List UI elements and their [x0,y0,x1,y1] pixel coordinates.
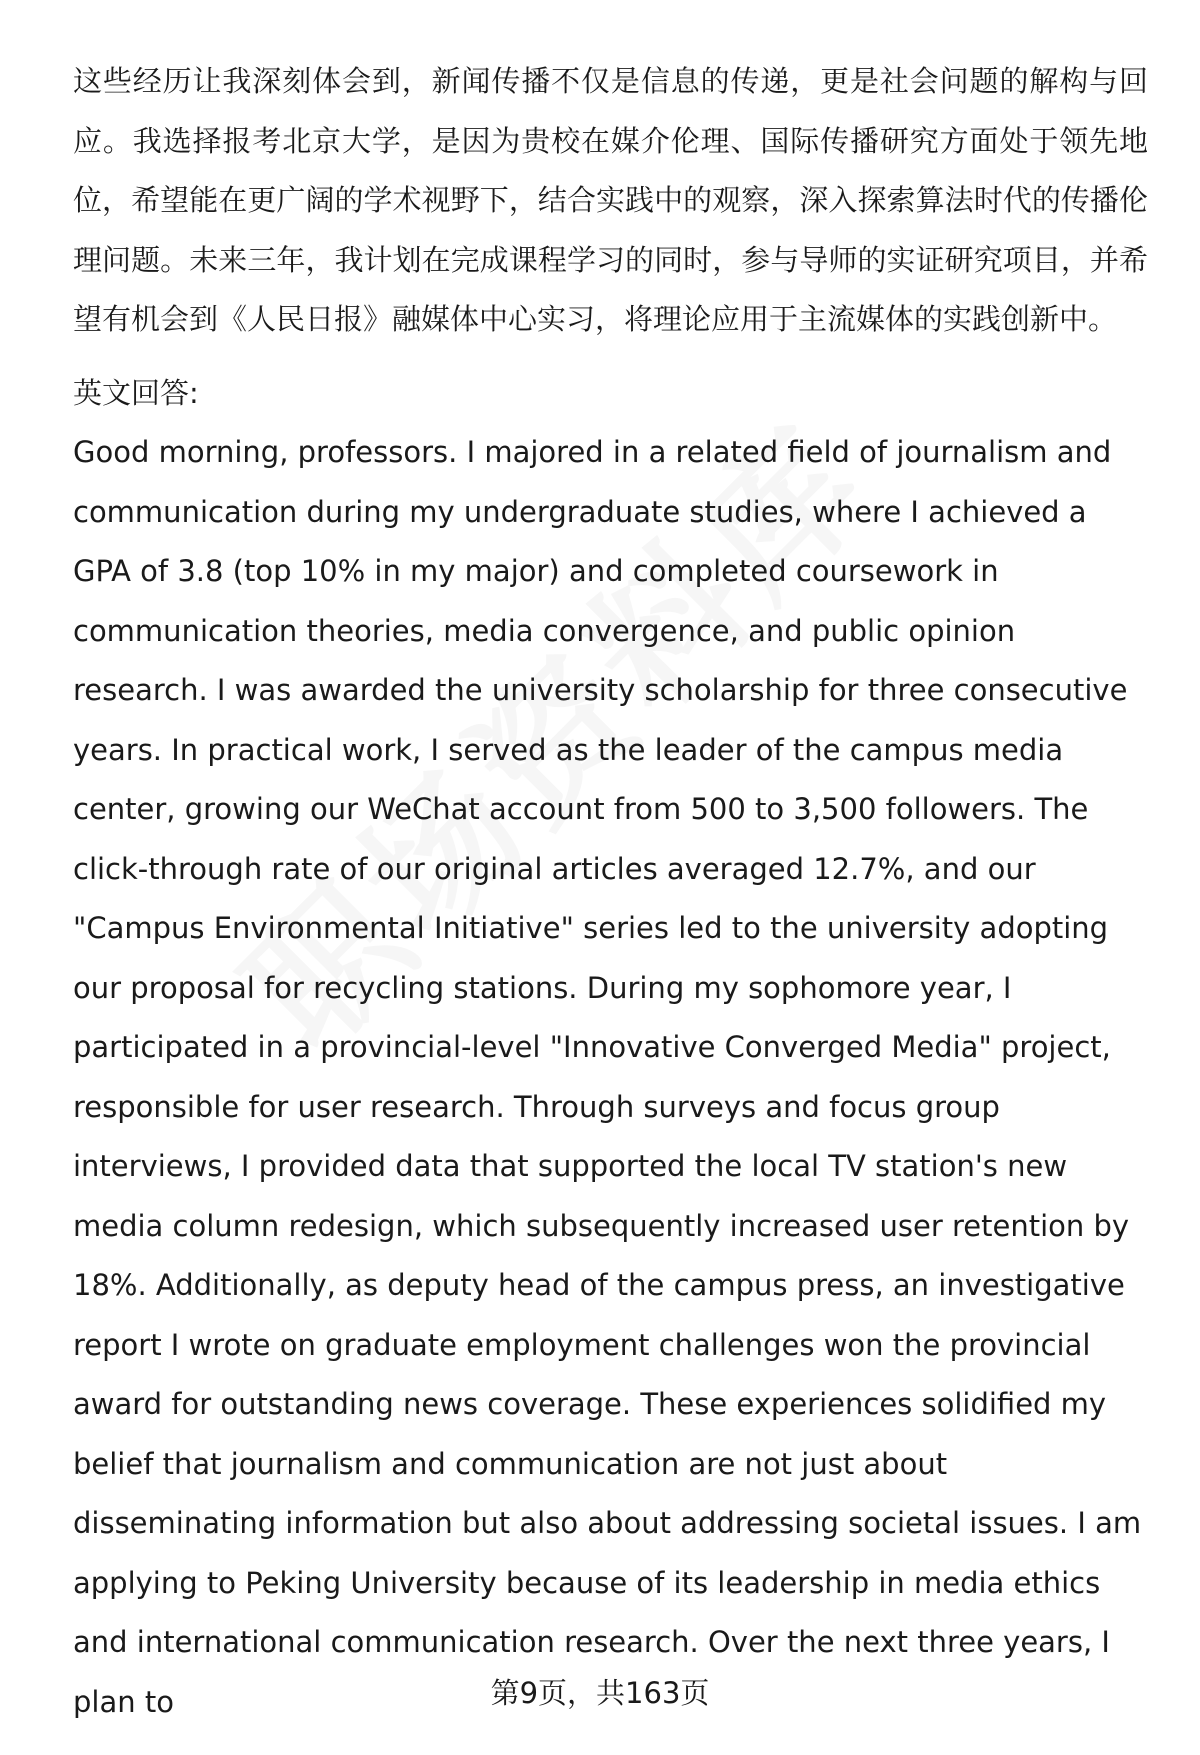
chinese-paragraph: 这些经历让我深刻体会到，新闻传播不仅是信息的传递，更是社会问题的解构与回应。我选择报考北京大学，是因为贵校在媒介伦理、国际传播研究方面处于领先地位，希望能在更广阔的学术视野下，结合实践中的观察，深入探索算法时代的传播伦理问题。未来三年，我计划在完成课程学习的同时，参与导师的实证研究项目，并希望有机会到《人民日报》融媒体中心实习，将理论应用于主流媒体的实践创新中。 [73,64,1148,336]
document-body [73,52,1148,1732]
page-number-footer: 第9页，共163页 [490,1676,710,1710]
english-paragraph: Good morning, professors. I majored in a related field of journalism and communication during my undergraduate studies, where I achieved a GPA of 3.8 (top 10% in my major) and completed coursework in communication theories, media convergence, and public opinion research. I was awarded the university scholarship for three consecutive years. In practical work, I served as the leader of the campus media center, growing our WeChat account from 500 to 3,500 followers. The click-through rate of our original articles averaged 12.7%, and our "Campus Environmental Initiative" series led to the university adopting our proposal for recycling stations. During my sophomore year, I participated in a provincial-level "Innovative Converged Media" project, responsible for user research. Through surveys and focus group interviews, I provided data that supported the local TV station's new media column redesign, which subsequently increased user retention by 18%. Additionally, as deputy head of the campus press, an investigative report I wrote on graduate employment challenges won the provincial award for outstanding news coverage. These experiences solidified my belief that journalism and communication are not just about disseminating information but also about addressing societal issues. I am applying to Peking University because of its leadership in media ethics and international communication research. Over the next three years, I plan to [73,435,1142,1719]
english-answer-label: 英文回答: [73,375,199,410]
